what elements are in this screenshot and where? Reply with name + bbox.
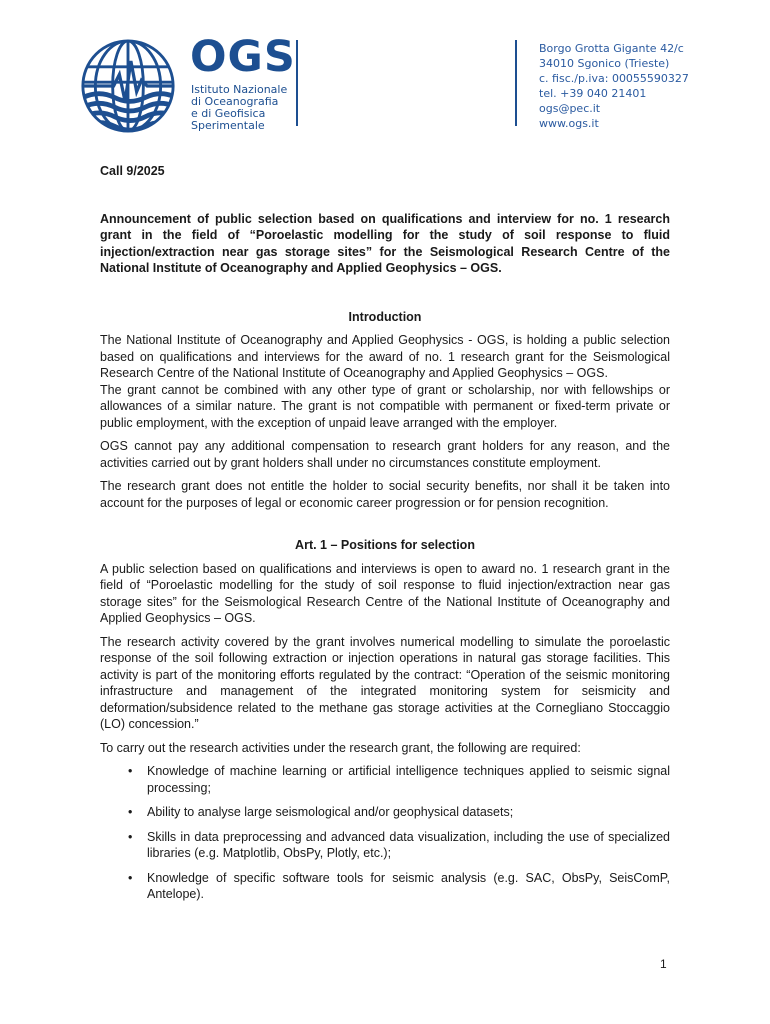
contact-phone: tel. +39 040 21401 bbox=[539, 87, 647, 100]
institute-line: di Oceanografia bbox=[191, 95, 279, 108]
contact-city: 34010 Sgonico (Trieste) bbox=[539, 57, 670, 70]
bullet-icon: • bbox=[128, 764, 133, 778]
institute-name bbox=[191, 84, 287, 132]
list-item bbox=[100, 804, 670, 821]
intro-paragraph: The grant cannot be combined with any other type of grant or scholarship, nor with fellowships or allowances of a similar nature. The grant is not compatible with permanent or fixed-term private or public employment, with the exception of unpaid leave arranged with the employer. bbox=[100, 382, 670, 430]
announcement-title: Announcement of public selection based on qualifications and interview for no. 1 research grant in the field of “Poroelastic modelling for the study of soil response to fluid injection/extraction near gas storage sites” for the Seismological Research Centre of the National Institute of Oceanography and Applied Geophysics – OGS. bbox=[100, 211, 670, 275]
list-item bbox=[100, 763, 670, 796]
contact-block bbox=[539, 41, 689, 131]
art1-paragraph: To carry out the research activities under the research grant, the following are required: bbox=[100, 740, 581, 755]
intro-paragraph: The National Institute of Oceanography and Applied Geophysics - OGS, is holding a public selection based on qualifications and interviews for the award of no. 1 research grant for the Seismological Research Centre of the National Institute of Oceanography and Applied Geophysics – OGS. bbox=[100, 333, 670, 380]
letterhead bbox=[0, 0, 770, 140]
introduction-heading: Introduction bbox=[348, 309, 422, 324]
requirement-text: Ability to analyse large seismological and/or geophysical datasets; bbox=[147, 805, 514, 819]
intro-paragraph: The research grant does not entitle the holder to social security benefits, nor shall it be taken into account for the purposes of legal or economic career progression or for pension recognition. bbox=[100, 479, 670, 510]
institute-line: e di Geofisica bbox=[191, 107, 266, 120]
art1-paragraph: The research activity covered by the grant involves numerical modelling to simulate the poroelastic response of the soil following extraction or injection operations in natural gas storage facilities. This activity is part of the monitoring efforts regulated by the contract: “Operation of the seismic monitoring infrastructure and management of the integrated monitoring system for seismicity and deformation/subsidence related to the methane gas storage activities at the Cornegliano Stoccaggio (LO) concession.” bbox=[100, 634, 670, 731]
intro-paragraph: OGS cannot pay any additional compensation to research grant holders for any reason, and the activities carried out by grant holders shall under no circumstances constitute employment. bbox=[100, 439, 670, 470]
requirement-text: Knowledge of machine learning or artificial intelligence techniques applied to seismic signal processing; bbox=[147, 764, 670, 795]
art1-paragraph: A public selection based on qualifications and interviews is open to award no. 1 research grant in the field of “Poroelastic modelling for the study of soil response to fluid injection/extraction near gas storage sites” for the Seismological Research Centre of the National Institute of Oceanography and Applied Geophysics – OGS. bbox=[100, 561, 670, 625]
requirements-list bbox=[100, 763, 670, 903]
header-divider bbox=[296, 40, 298, 126]
bullet-icon: • bbox=[128, 870, 133, 885]
contact-website-link[interactable]: www.ogs.it bbox=[539, 117, 599, 130]
header-divider bbox=[515, 40, 517, 126]
contact-address: Borgo Grotta Gigante 42/c bbox=[539, 42, 684, 55]
institute-line: Istituto Nazionale bbox=[191, 83, 288, 96]
requirement-text: Skills in data preprocessing and advanced data visualization, including the use of specialized libraries (e.g. Matplotlib, ObsPy, Plotly, etc.); bbox=[147, 829, 670, 860]
requirement-text: Knowledge of specific software tools for seismic analysis (e.g. SAC, ObsPy, SeisComP, Antelope). bbox=[147, 870, 670, 901]
bullet-icon: • bbox=[128, 805, 133, 819]
ogs-wordmark: OGS bbox=[190, 32, 296, 82]
ogs-globe-logo-icon bbox=[80, 38, 176, 134]
call-number: Call 9/2025 bbox=[100, 164, 165, 178]
list-item bbox=[100, 870, 670, 903]
list-item bbox=[100, 829, 670, 862]
document-body bbox=[100, 163, 670, 911]
page-number: 1 bbox=[660, 957, 667, 971]
bullet-icon: • bbox=[128, 829, 133, 844]
contact-pec-email[interactable]: ogs@pec.it bbox=[539, 102, 601, 115]
contact-tax-id: c. fisc./p.iva: 00055590327 bbox=[539, 72, 689, 85]
art1-heading: Art. 1 – Positions for selection bbox=[295, 538, 475, 552]
institute-line: Sperimentale bbox=[191, 119, 265, 132]
